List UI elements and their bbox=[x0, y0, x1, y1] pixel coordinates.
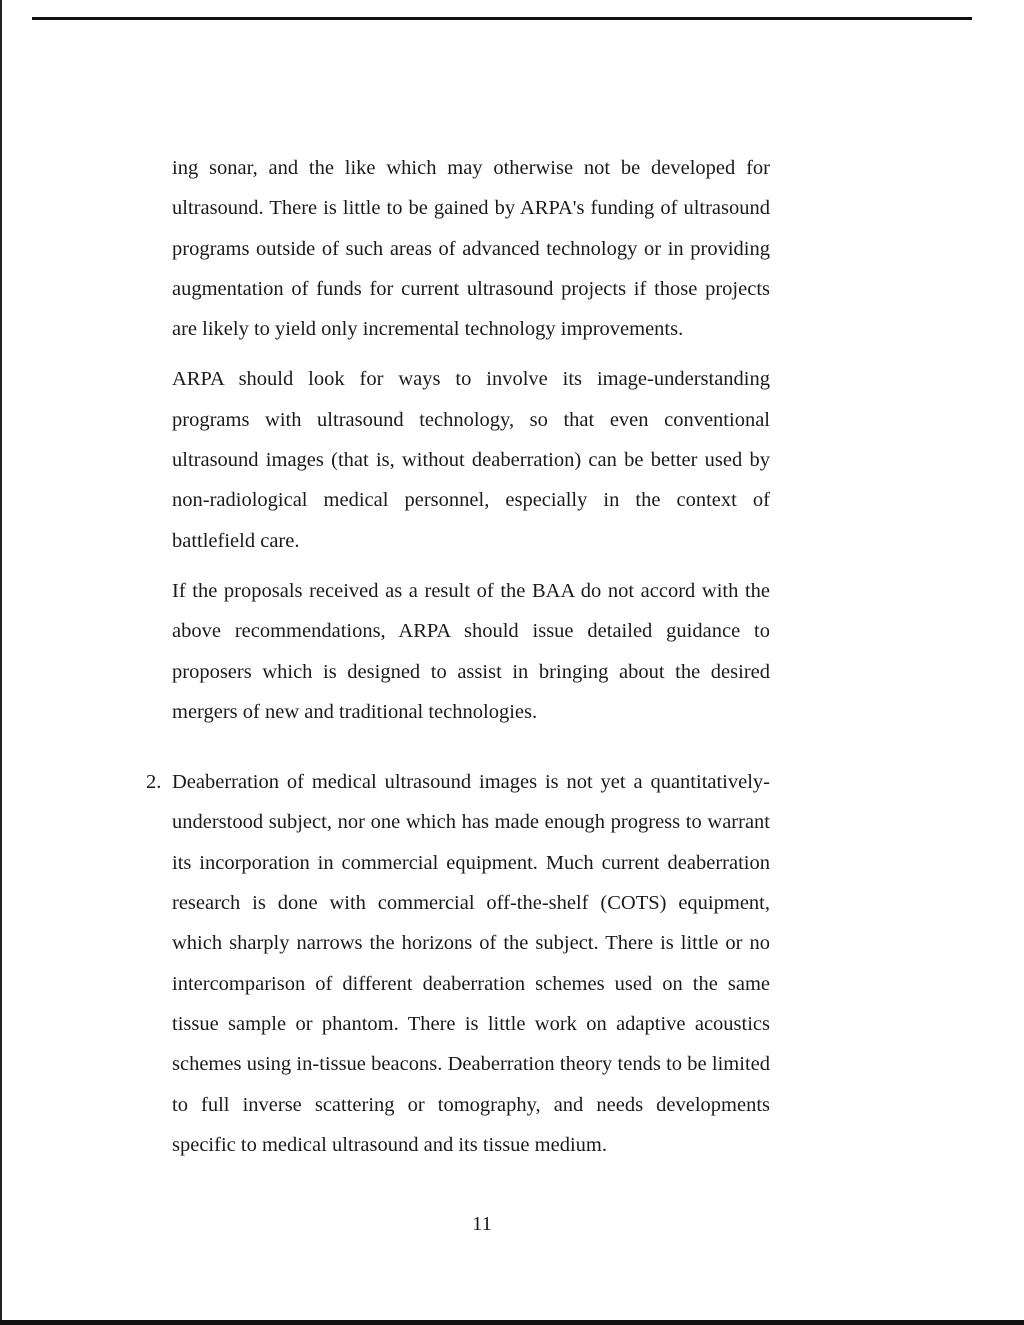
scan-bottom-edge bbox=[0, 1320, 1024, 1325]
item-text: Deaberration of medical ultrasound images is not yet a quantitatively-understood subject, nor one which has made enough progress to warrant its incorporation in commercial equipment. Much current deaberration research is done with commercial off-the-shelf (COTS) equipment, which sharply narrows the horizons of the subject. There is little or no intercomparison of different deaberration schemes used on the same tissue sample or phantom. There is little work on adaptive acoustics schemes using in-tissue beacons. Deaberration theory tends to be limited to full inverse scattering or tomography, and needs developments specific to medical ultrasound and its tissue medium. bbox=[172, 771, 770, 1156]
paragraph-image-understanding: ARPA should look for ways to involve its image-understanding programs with ultrasound technology, so that even conventional ultrasound images (that is, without deaberration) can be better used by non-radiological medical personnel, especially in the context of battlefield care. bbox=[172, 368, 770, 552]
item-number: 2. bbox=[146, 771, 162, 794]
paragraph-continued: ing sonar, and the like which may otherwise not be developed for ultrasound. There is little to be gained by ARPA's funding of ultrasound programs outside of such areas of advanced technology or in providing augmentation of funds for current ultrasound projects if those projects are likely to yield only incremental technology improvements. bbox=[172, 157, 770, 341]
header-rule bbox=[32, 17, 972, 20]
page-body bbox=[146, 148, 770, 1165]
numbered-item-2 bbox=[146, 762, 770, 1165]
page-number: 11 bbox=[472, 1213, 492, 1235]
paragraph-proposals: If the proposals received as a result of the BAA do not accord with the above recommendations, ARPA should issue detailed guidance to proposers which is designed to assist in bringing about the desired mergers of new and traditional technologies. bbox=[172, 579, 770, 723]
scan-left-edge bbox=[0, 0, 2, 1325]
